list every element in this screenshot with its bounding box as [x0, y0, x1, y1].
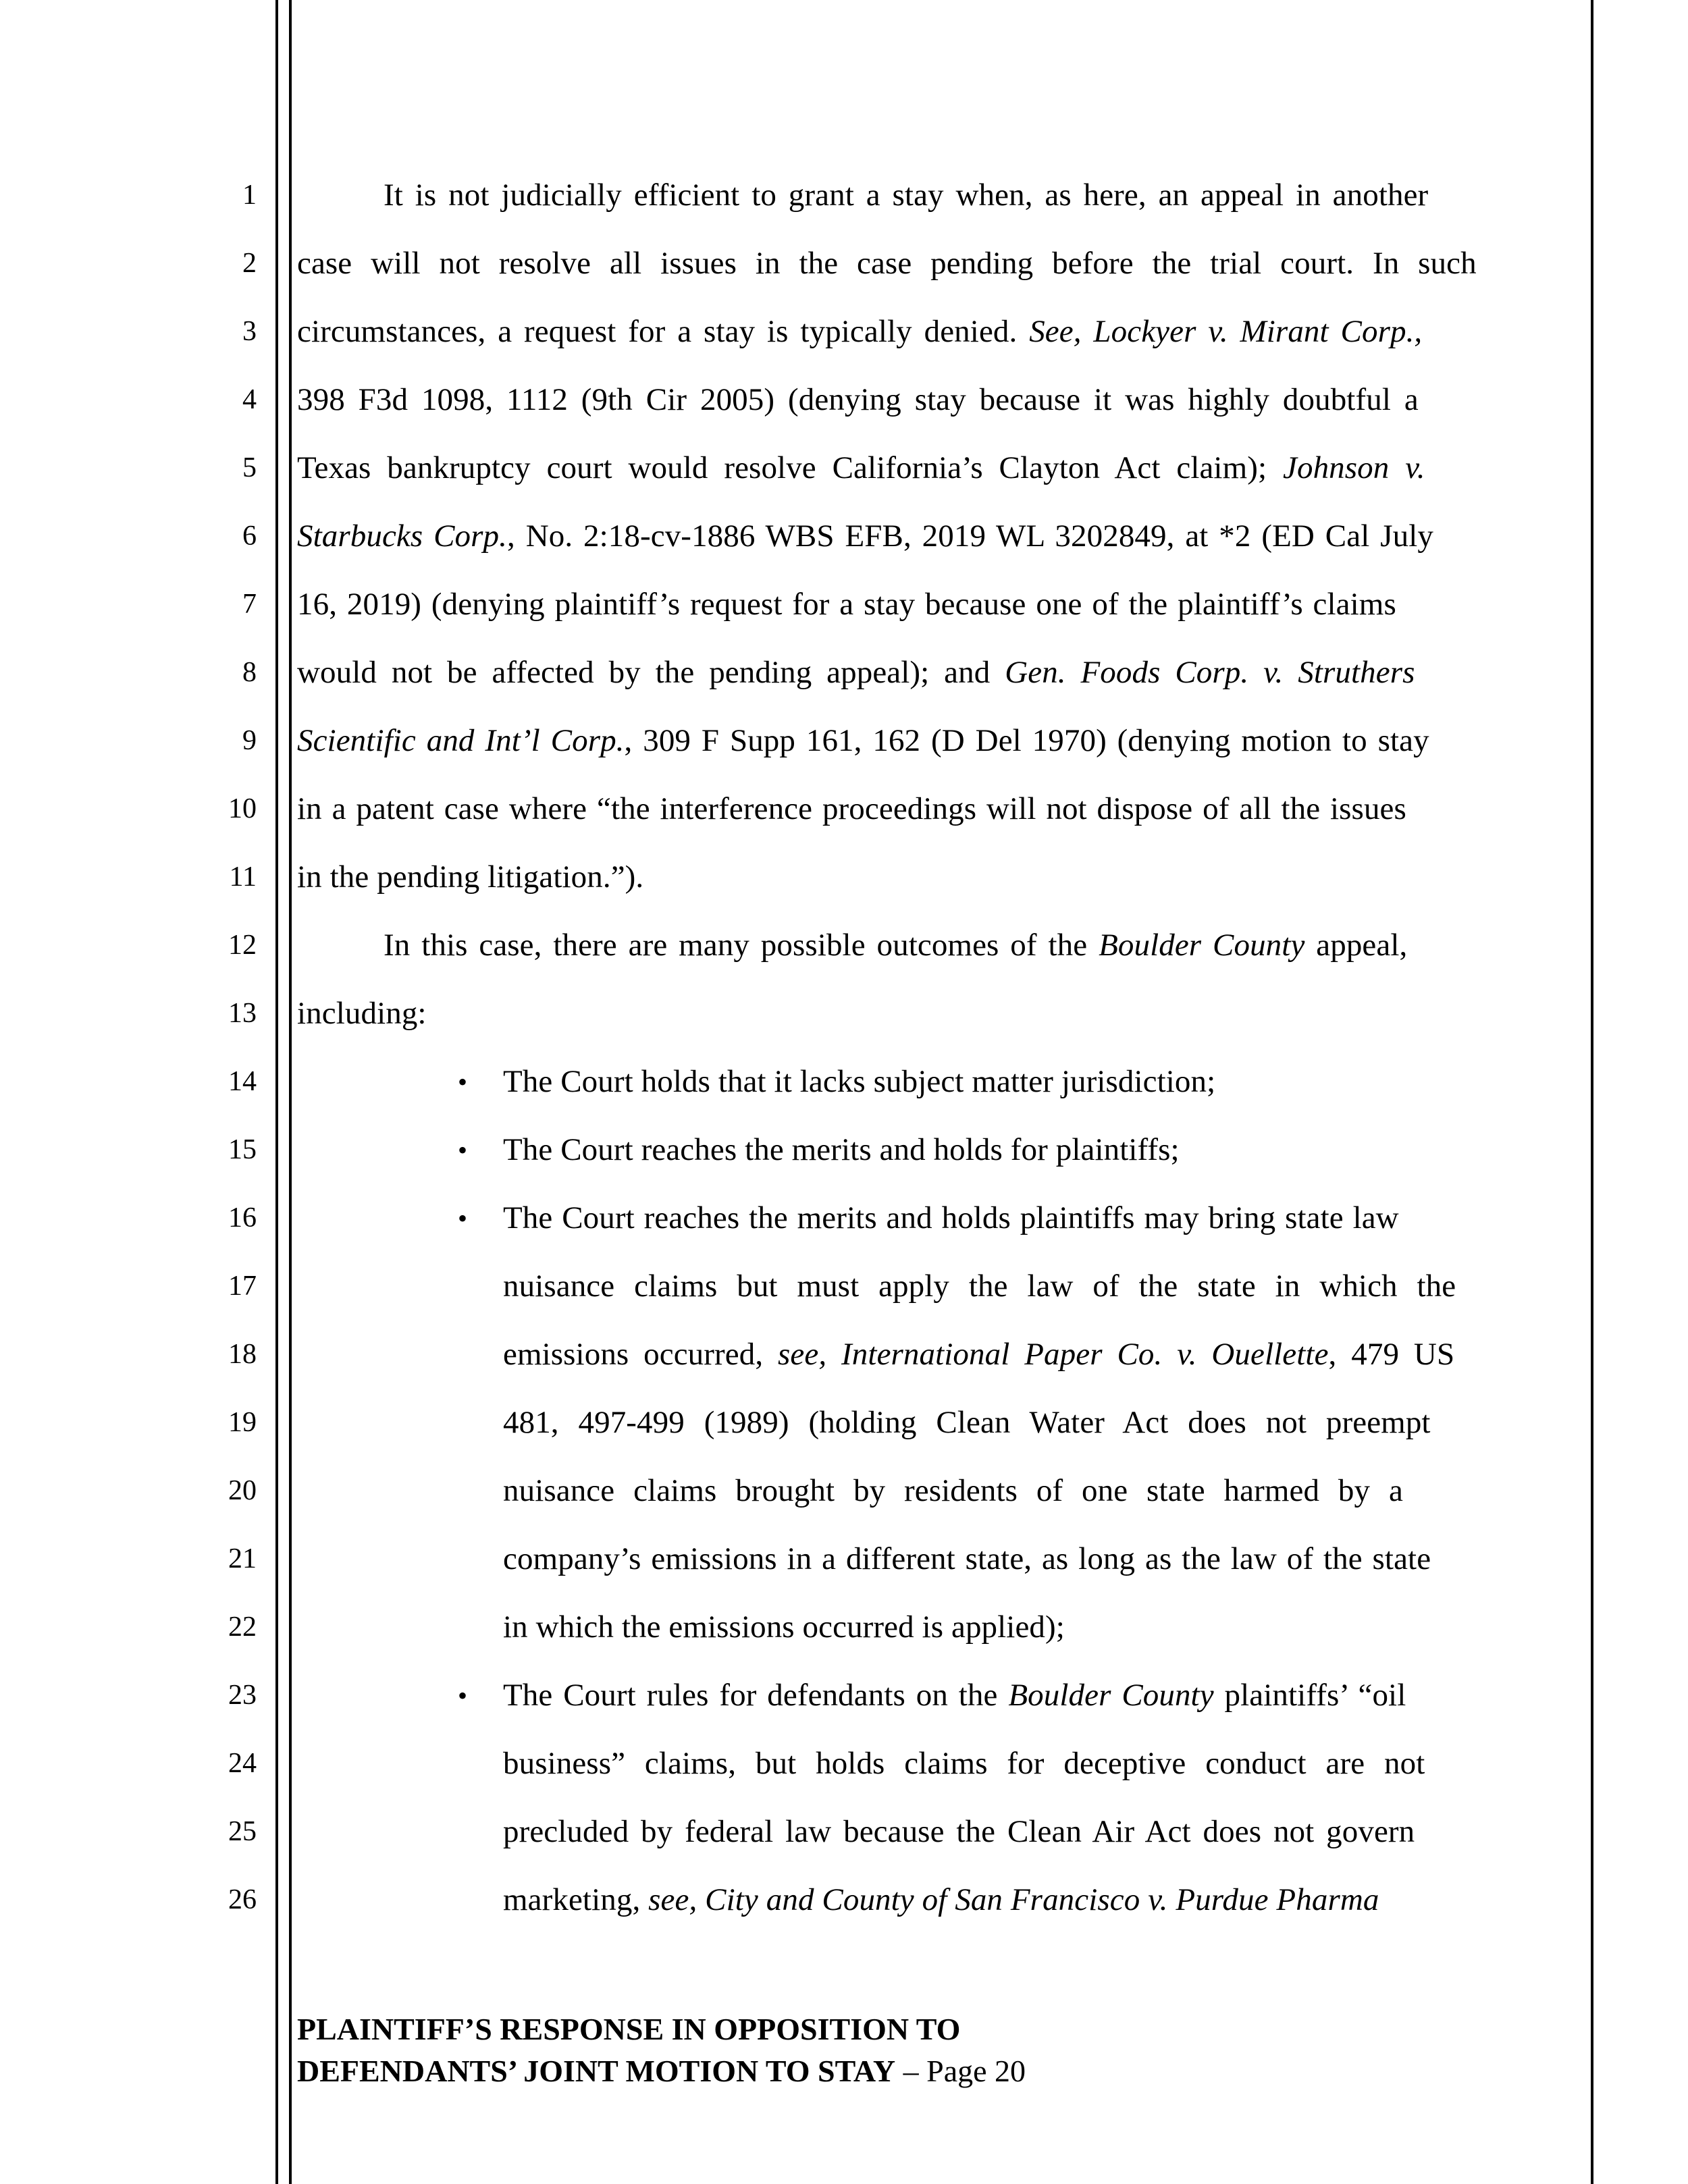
body-line [297, 230, 1573, 298]
body-line-text: Texas bankruptcy court would resolve California’s Clayton Act claim); Johnson v. [297, 450, 1425, 485]
body-line [297, 1252, 1573, 1321]
body-line-text: 481, 497-499 (1989) (holding Clean Water Act does not preempt [503, 1405, 1431, 1440]
body-line [297, 980, 1573, 1048]
line-number: 20 [228, 1475, 257, 1506]
body-line [297, 502, 1573, 570]
line-number-gutter [169, 161, 257, 1934]
body-line [297, 298, 1573, 366]
body-line-text: business” claims, but holds claims for deceptive conduct are not [503, 1746, 1425, 1781]
line-number: 4 [242, 384, 257, 415]
body-line-text: 398 F3d 1098, 1112 (9th Cir 2005) (denying stay because it was highly doubtful a [297, 382, 1419, 417]
line-number: 24 [228, 1748, 257, 1779]
body-line [297, 434, 1573, 502]
body-line [297, 775, 1573, 843]
line-number: 8 [242, 657, 257, 688]
line-number: 5 [242, 452, 257, 483]
body-line [297, 161, 1573, 230]
footer-line-2 [297, 2050, 1580, 2092]
body-line-text: The Court reaches the merits and holds for plaintiffs; [503, 1132, 1180, 1167]
body-line [297, 1798, 1573, 1866]
body-line [297, 1525, 1573, 1593]
body-line-text: case will not resolve all issues in the case pending before the trial court. In such [297, 246, 1477, 281]
line-number: 22 [228, 1612, 257, 1643]
body-line [297, 1866, 1573, 1934]
line-number: 13 [228, 998, 257, 1029]
line-number: 26 [228, 1884, 257, 1915]
line-number: 6 [242, 521, 257, 552]
body-line [297, 1593, 1573, 1661]
body-line [297, 707, 1573, 775]
line-number: 23 [228, 1680, 257, 1711]
line-number: 17 [228, 1271, 257, 1302]
body-line-text: In this case, there are many possible outcomes of the Boulder County appeal, [384, 928, 1408, 963]
line-number: 15 [228, 1134, 257, 1165]
body-line-text: It is not judicially efficient to grant a stay when, as here, an appeal in another [384, 178, 1429, 213]
footer-line-1: PLAINTIFF’S RESPONSE IN OPPOSITION TO [297, 2012, 961, 2046]
body-line [297, 1389, 1573, 1457]
body-line-text: The Court reaches the merits and holds plaintiffs may bring state law [503, 1200, 1399, 1235]
body-line-text: in a patent case where “the interference proceedings will not dispose of all the issues [297, 791, 1406, 826]
line-number: 14 [228, 1066, 257, 1097]
bullet-icon: • [458, 1135, 468, 1165]
body-line-text: The Court rules for defendants on the Boulder County plaintiffs’ “oil [503, 1678, 1406, 1713]
body-line-text: in the pending litigation.”). [297, 859, 644, 895]
line-number: 12 [228, 930, 257, 961]
line-number: 25 [228, 1816, 257, 1847]
body-line-text: Scientific and Int’l Corp., 309 F Supp 161, 162 (D Del 1970) (denying motion to stay [297, 723, 1429, 758]
line-number: 1 [242, 180, 257, 211]
body-line [297, 366, 1573, 434]
line-number: 2 [242, 248, 257, 279]
body-line [297, 1661, 1573, 1730]
body-line-text: precluded by federal law because the Clean Air Act does not govern [503, 1814, 1415, 1849]
right-margin-rule [1591, 0, 1593, 2184]
body-line-text: marketing, see, City and County of San Francisco v. Purdue Pharma [503, 1882, 1379, 1917]
body-line-text: nuisance claims but must apply the law of the state in which the [503, 1269, 1456, 1304]
line-number: 10 [228, 793, 257, 824]
left-margin-rule-inner [289, 0, 292, 2184]
body-line [297, 1048, 1573, 1116]
line-number: 3 [242, 316, 257, 347]
body-line-text: including: [297, 996, 427, 1031]
body-line [297, 570, 1573, 639]
line-number: 19 [228, 1407, 257, 1438]
body-line [297, 1116, 1573, 1184]
body-line [297, 843, 1573, 911]
body-line-text: Starbucks Corp., No. 2:18-cv-1886 WBS EFB, 2019 WL 3202849, at *2 (ED Cal July [297, 518, 1433, 554]
line-number: 7 [242, 589, 257, 620]
bullet-icon: • [458, 1203, 468, 1233]
line-number: 9 [242, 725, 257, 756]
body-line-text: 16, 2019) (denying plaintiff’s request for a stay because one of the plaintiff’s claims [297, 587, 1396, 622]
body-line-text: emissions occurred, see, International Paper Co. v. Ouellette, 479 US [503, 1337, 1455, 1372]
body-line-text: would not be affected by the pending appeal); and Gen. Foods Corp. v. Struthers [297, 655, 1415, 690]
body-line-text: The Court holds that it lacks subject matter jurisdiction; [503, 1064, 1216, 1099]
body-line [297, 1321, 1573, 1389]
footer-page-number: – Page 20 [895, 2054, 1026, 2088]
line-number: 16 [228, 1202, 257, 1233]
line-number: 11 [229, 861, 257, 893]
body-text-column [297, 161, 1573, 1934]
body-line [297, 1184, 1573, 1252]
body-line-text: in which the emissions occurred is applied); [503, 1609, 1065, 1645]
body-line [297, 639, 1573, 707]
body-line [297, 1730, 1573, 1798]
bullet-icon: • [458, 1680, 468, 1711]
body-line-text: company’s emissions in a different state, as long as the law of the state [503, 1541, 1431, 1576]
line-number: 21 [228, 1543, 257, 1574]
line-number: 18 [228, 1339, 257, 1370]
body-line [297, 911, 1573, 980]
body-line-text: nuisance claims brought by residents of one state harmed by a [503, 1473, 1403, 1508]
body-line [297, 1457, 1573, 1525]
left-margin-rule-outer [275, 0, 278, 2184]
bullet-icon: • [458, 1067, 468, 1097]
page-footer [297, 2008, 1580, 2092]
footer-title: DEFENDANTS’ JOINT MOTION TO STAY [297, 2054, 896, 2088]
body-line-text: circumstances, a request for a stay is typically denied. See, Lockyer v. Mirant Corp., [297, 314, 1423, 349]
